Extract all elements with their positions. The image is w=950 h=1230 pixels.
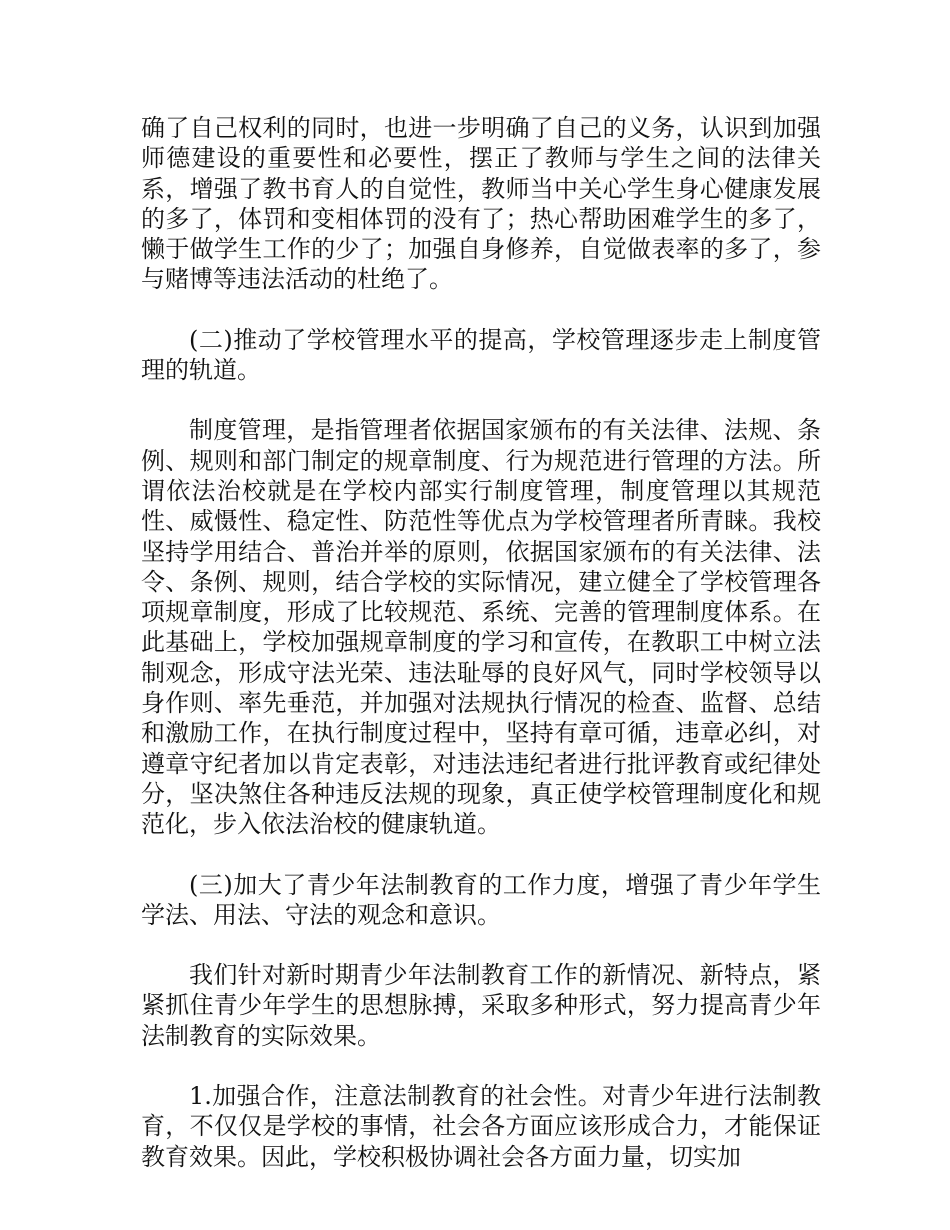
paragraph-5: 我们针对新时期青少年法制教育工作的新情况、新特点，紧紧抓住青少年学生的思想脉搏，采取多种形式，努力提高青少年法制教育的实际效果。: [141, 961, 821, 1050]
paragraph-1: 确了自己权利的同时，也进一步明确了自己的义务，认识到加强师德建设的重要性和必要性，摆正了教师与学生之间的法律关系，增强了教书育人的自觉性，教师当中关心学生身心健康发展的多了，体罚和变相体罚的没有了；热心帮助困难学生的多了，懒于做学生工作的少了；加强自身修养，自觉做表率的多了，参与赌博等违法活动的杜绝了。: [141, 114, 821, 294]
paragraph-3: 制度管理，是指管理者依据国家颁布的有关法律、法规、条例、规则和部门制定的规章制度、行为规范进行管理的方法。所谓依法治校就是在学校内部实行制度管理，制度管理以其规范性、威慑性、稳定性、防范性等优点为学校管理者所青睐。我校坚持学用结合、普治并举的原则，依据国家颁布的有关法律、法令、条例、规则，结合学校的实际情况，建立健全了学校管理各项规章制度，形成了比较规范、系统、完善的管理制度体系。在此基础上，学校加强规章制度的学习和宣传，在教职工中树立法制观念，形成守法光荣、违法耻辱的良好风气，同时学校领导以身作则、率先垂范，并加强对法规执行情况的检查、监督、总结和激励工作，在执行制度过程中，坚持有章可循，违章必纠，对遵章守纪者加以肯定表彰，对违法违纪者进行批评教育或纪律处分，坚决煞住各种违反法规的现象，真正使学校管理制度化和规范化，步入依法治校的健康轨道。: [141, 416, 821, 839]
paragraph-2-heading: (二)推动了学校管理水平的提高，学校管理逐步走上制度管理的轨道。: [141, 325, 821, 385]
paragraph-4-heading: (三)加大了青少年法制教育的工作力度，增强了青少年学生学法、用法、守法的观念和意识。: [141, 870, 821, 929]
document-page: [141, 113, 821, 1202]
paragraph-6: 1.加强合作，注意法制教育的社会性。对青少年进行法制教育，不仅仅是学校的事情，社会各方面应该形成合力，才能保证教育效果。因此，学校积极协调社会各方面力量，切实加: [141, 1082, 821, 1171]
